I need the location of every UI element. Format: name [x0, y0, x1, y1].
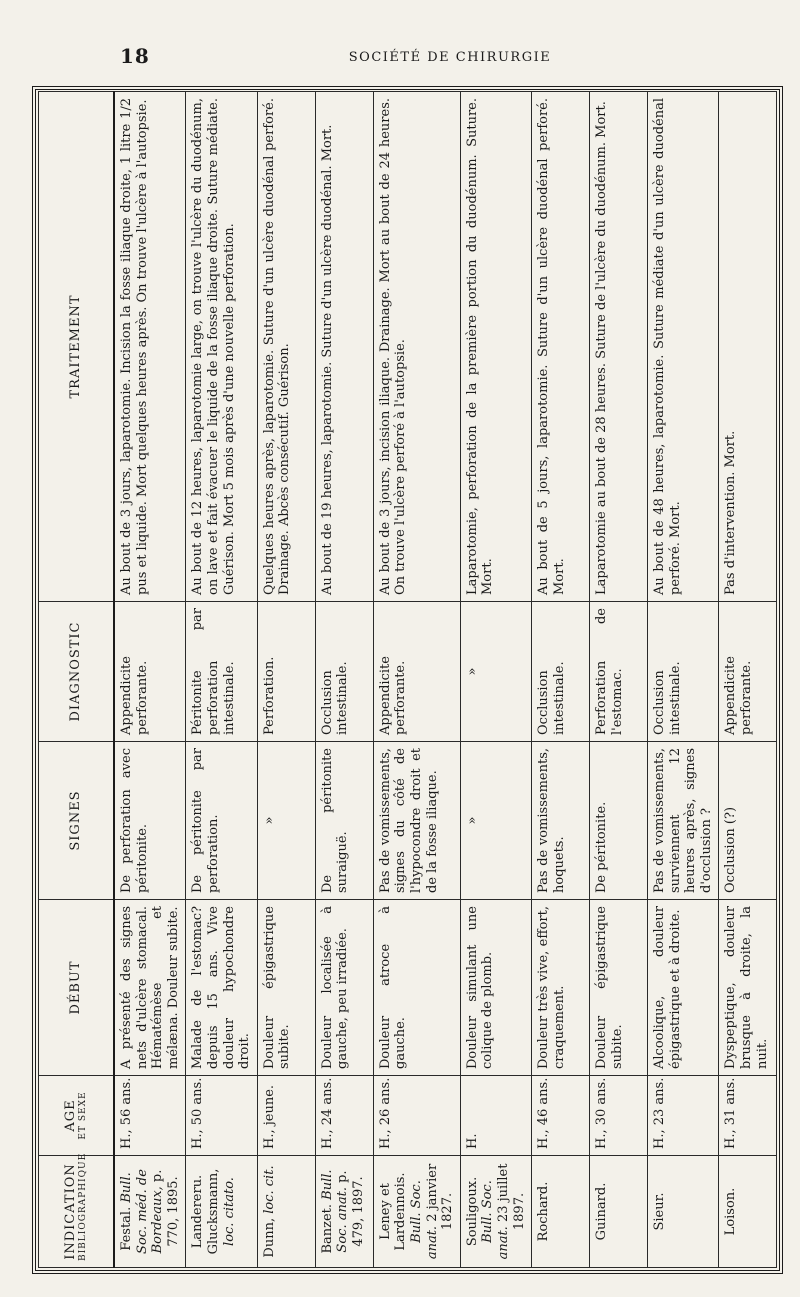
cell-traitement: Laparotomie au bout de 28 heures. Suture de l'ulcère du duodénum. Mort. [590, 92, 648, 602]
cell-age: H., 26 ans. [373, 1076, 460, 1156]
cell-diagnostic: Occlusion intestinale. [315, 602, 373, 742]
cell-age: H., 30 ans. [590, 1076, 648, 1156]
cell-traitement: Au bout de 12 heures, laparotomie large, on trouve l'ulcère du duodénum, on lave et fait évacuer le liquide de la fosse iliaque droite. Suture médiate. Guérison. Mort 5 mois après d'une nouvelle perforation. [186, 92, 257, 602]
ref-name: Rochard. [536, 1181, 552, 1242]
cell-signes: » [460, 742, 531, 900]
cell-indication [648, 1156, 719, 1268]
cell-signes: Occlusion (?) [719, 742, 777, 900]
header-diagnostic: DIAGNOSTIC [39, 602, 115, 742]
cell-signes: Pas de vomissements, hoquets. [532, 742, 590, 900]
running-head: SOCIÉTÉ DE CHIRURGIE [348, 50, 552, 65]
cell-diagnostic: » [460, 602, 531, 742]
ref-source: Bull. Soc. anat. [408, 1180, 440, 1260]
cell-signes: Pas de vomissements, signes du côté de l'hypocondre droit et de la fosse iliaque. [373, 742, 460, 900]
ref-name: Sieur. [652, 1192, 668, 1231]
cell-diagnostic: Perforation. [257, 602, 315, 742]
cell-indication [590, 1156, 648, 1268]
page-number: 18 [120, 44, 150, 68]
cell-indication [460, 1156, 531, 1268]
ref-name: Guinard. [594, 1182, 610, 1241]
cell-debut: Douleur épigastrique subite. [257, 900, 315, 1076]
cell-diagnostic: Appendicite perforante. [719, 602, 777, 742]
cell-signes: » [257, 742, 315, 900]
cell-debut: Douleur très vive, effort, craquement. [532, 900, 590, 1076]
ref-source: loc. cit. [261, 1165, 277, 1214]
ref-source: loc. citato. [221, 1177, 237, 1246]
ref-source: Bull. Soc. anat. [480, 1180, 511, 1260]
header-age: AGE ET SEXE [39, 1076, 115, 1156]
cell-traitement: Au bout de 3 jours, incision iliaque. Drainage. Mort au bout de 24 heures. On trouve l'ulcère perforé à l'autopsie. [373, 92, 460, 602]
cell-debut: Douleur épigastrique subite. [590, 900, 648, 1076]
header-indication: INDICATION BIBLIOGRAPHIQUE [39, 1156, 115, 1268]
cell-signes: De péritonite. [590, 742, 648, 900]
ref-name: Leney et Lardennois. [377, 1172, 409, 1251]
cell-age: H., 46 ans. [532, 1076, 590, 1156]
cell-traitement: Quelques heures après, laparotomie. Suture d'un ulcère duodénal perforé. Drainage. Abcès consécutif. Guérison. [257, 92, 315, 602]
cell-signes: De péritonite suraiguë. [315, 742, 373, 900]
ref-name: Loison. [723, 1187, 739, 1236]
header-traitement: TRAITEMENT [39, 92, 115, 602]
ref-source: Bull. Soc. méd. de Bordeaux, [119, 1169, 166, 1254]
table-row [590, 92, 648, 1268]
cell-diagnostic: Appendicite perforante. [373, 602, 460, 742]
cell-traitement: Au bout de 5 jours, laparotomie. Suture d'un ulcère duodénal perforé. Mort. [532, 92, 590, 602]
cell-diagnostic: Péritonite par perforation intestinale. [186, 602, 257, 742]
table-header-row [39, 92, 115, 1268]
cell-diagnostic: Occlusion intestinale. [648, 602, 719, 742]
ref-page: 2 janvier 1827. [424, 1163, 456, 1231]
cell-debut: A présenté des signes nets d'ulcère stomacal. Hématémèse et mélæna. Douleur subite. [114, 900, 186, 1076]
cell-age: H., 31 ans. [719, 1076, 777, 1156]
cell-signes: De péritonite par perforation. [186, 742, 257, 900]
cell-diagnostic: Appendicite perforante. [114, 602, 186, 742]
cell-debut: Malade de l'estomac? depuis 15 ans. Vive douleur hypochondre droit. [186, 900, 257, 1076]
cell-signes: Pas de vomissements, surviennent 12 heures après, signes d'occlusion ? [648, 742, 719, 900]
cell-diagnostic: Occlusion intestinale. [532, 602, 590, 742]
ref-page: 23 juillet 1897. [495, 1163, 527, 1231]
cell-signes: De perforation avec péritonite. [114, 742, 186, 900]
cell-indication [719, 1156, 777, 1268]
cell-debut: Dyspeptique, douleur brusque à droite, la nuit. [719, 900, 777, 1076]
cell-traitement: Au bout de 48 heures, laparotomie. Suture médiate d'un ulcère duodénal perforé. Mort. [648, 92, 719, 602]
table-row [186, 92, 257, 1268]
cell-debut: Douleur localisée à gauche, peu irradiée. [315, 900, 373, 1076]
cell-debut: Douleur atroce à gauche. [373, 900, 460, 1076]
case-table [38, 91, 777, 1268]
ref-name: Dunn, [261, 1217, 277, 1258]
cell-indication [114, 1156, 186, 1268]
ref-name: Souligoux. [464, 1176, 480, 1247]
cell-age: H., 56 ans. [114, 1076, 186, 1156]
table-row [719, 92, 777, 1268]
cell-age: H., jeune. [257, 1076, 315, 1156]
cell-traitement: Laparotomie, perforation de la première portion du duodénum. Suture. Mort. [460, 92, 531, 602]
table-row [114, 92, 186, 1268]
cell-indication [373, 1156, 460, 1268]
cell-debut: Alcoolique, douleur épigastrique et à droite. [648, 900, 719, 1076]
cell-indication [532, 1156, 590, 1268]
cell-traitement: Pas d'intervention. Mort. [719, 92, 777, 602]
cell-traitement: Au bout de 19 heures, laparotomie. Suture d'un ulcère duodénal. Mort. [315, 92, 373, 602]
cell-indication [186, 1156, 257, 1268]
table-row [315, 92, 373, 1268]
ref-name: Landereru. Glucksmann, [190, 1168, 221, 1255]
rotated-table-container [38, 92, 777, 1268]
cell-age: H., 24 ans. [315, 1076, 373, 1156]
ref-source: Bull. Soc. anat. [319, 1169, 351, 1253]
ref-page: p. 770, 1895. [150, 1169, 181, 1247]
table-row [373, 92, 460, 1268]
cell-age: H. [460, 1076, 531, 1156]
ref-name: Banzet. [319, 1203, 335, 1254]
cell-indication [315, 1156, 373, 1268]
header-signes: SIGNES [39, 742, 115, 900]
header-debut: DÉBUT [39, 900, 115, 1076]
table-row [648, 92, 719, 1268]
table-row [257, 92, 315, 1268]
ref-page: p. 479, 1897. [335, 1170, 366, 1247]
cell-age: H., 50 ans. [186, 1076, 257, 1156]
table-row [532, 92, 590, 1268]
cell-indication [257, 1156, 315, 1268]
cell-diagnostic: Perforation de l'estomac. [590, 602, 648, 742]
cell-age: H., 23 ans. [648, 1076, 719, 1156]
cell-traitement: Au bout de 3 jours, laparotomie. Incision la fosse iliaque droite, 1 litre 1/2 pus et liquide. Mort quelques heures après. On trouve l'ulcère à l'autopsie. [114, 92, 186, 602]
ref-name: Festal. [119, 1206, 134, 1251]
table-row [460, 92, 531, 1268]
cell-debut: Douleur simulant une colique de plomb. [460, 900, 531, 1076]
